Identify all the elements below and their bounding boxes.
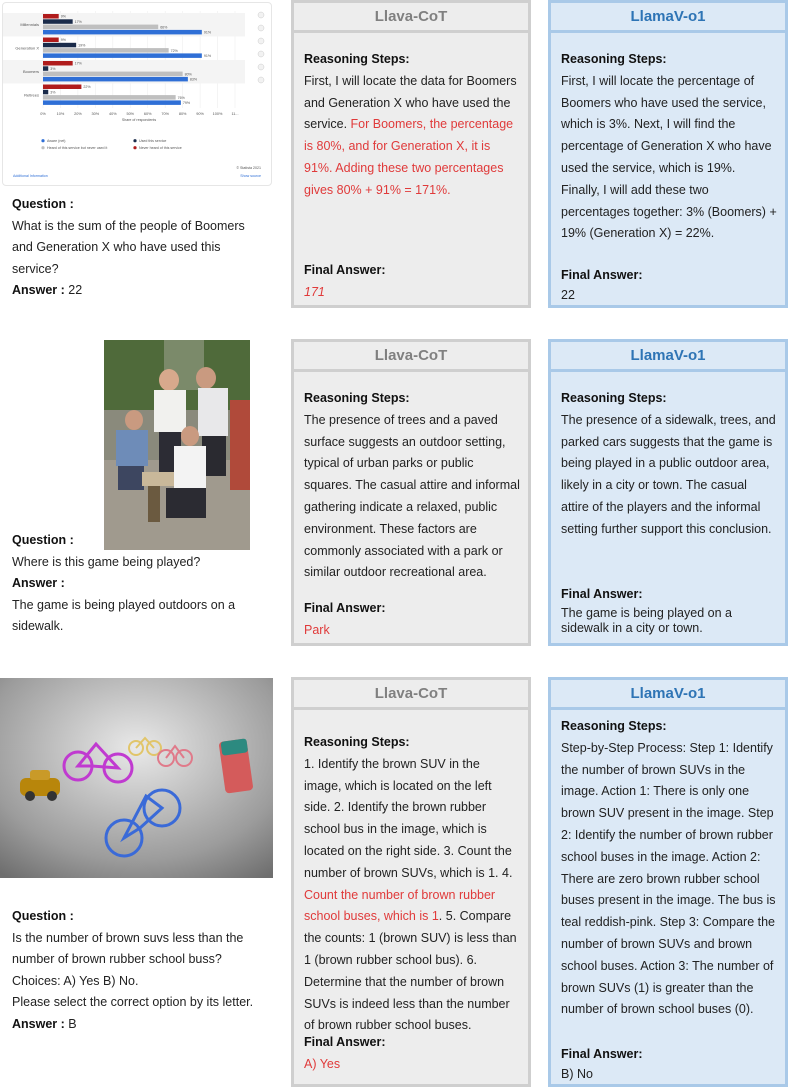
row1-answer-label: Answer : — [12, 283, 65, 297]
row3-answer-text: B — [68, 1016, 77, 1031]
chart-bar — [43, 66, 48, 71]
chart-value-label: 3% — [50, 90, 56, 95]
row1-llava-body — [304, 49, 520, 202]
row3-llava-final-answer: A) Yes — [304, 1056, 341, 1071]
row2-llava-final — [304, 598, 520, 642]
row1-llama-title: LlamaV-o1 — [551, 3, 785, 33]
chart-value-label: 72% — [170, 48, 178, 53]
chart-value-label: 3% — [50, 67, 56, 71]
row2-answer-text: The game is being played outdoors on a sidewalk. — [12, 597, 236, 633]
chart-bar — [43, 77, 188, 82]
row2-llama-reasoning-label: Reasoning Steps: — [561, 391, 667, 405]
row1-llama-panel — [548, 0, 788, 308]
chart-bar — [43, 30, 202, 35]
row3-llava-reasoning-error: Count the number of brown rubber school buses, which is 1 — [304, 887, 496, 924]
street-game-photo — [104, 340, 250, 550]
row1-llava-final-label: Final Answer: — [304, 263, 386, 277]
row2-llama-final-answer: The game is being played on a sidewalk in a city or town. — [561, 605, 732, 635]
chart-footer-copyright: © Statista 2021 — [236, 166, 261, 170]
chart-legend-label: Used this service — [139, 139, 167, 143]
chart-toolbar-icon — [258, 12, 264, 18]
row2-llava-reasoning-label: Reasoning Steps: — [304, 391, 410, 405]
row3-llama-reasoning-label: Reasoning Steps: — [561, 719, 667, 733]
chart-x-tick-label: 30% — [91, 112, 100, 116]
chart-x-tick-label: 90% — [196, 112, 204, 116]
chart-x-tick-label: 80% — [178, 112, 187, 116]
chart-legend-label: Never heard of this service — [139, 146, 182, 150]
chart-value-label: 9% — [60, 38, 66, 43]
chart-x-tick-label: 0% — [40, 112, 46, 116]
chart-x-tick-label: 70% — [161, 112, 169, 116]
row3-question-label: Question : — [12, 909, 74, 923]
row2-llama-final — [561, 584, 777, 636]
chart-bar — [43, 43, 76, 48]
row1-answer-text: 22 — [68, 283, 83, 297]
row3-llava-final — [304, 1032, 520, 1074]
row1-llava-reasoning-label: Reasoning Steps: — [304, 52, 410, 66]
row1-llava-panel — [291, 0, 531, 308]
chart-x-axis-label: Share of respondents — [121, 118, 157, 122]
row3-llama-final-answer: B) No — [561, 1066, 593, 1081]
row3-question-text: Is the number of brown suvs less than the number of brown rubber school buss? — [12, 930, 244, 966]
chart-value-label: 91% — [203, 30, 212, 35]
chart-toolbar-icon — [258, 51, 264, 57]
row1-llava-reasoning-error: For Boomers, the percentage is 80%, and for Generation X, it is 91%. Adding these two percentages gives 80% + 91% = 171%. — [304, 117, 514, 197]
chart-x-tick-label: 40% — [109, 112, 117, 116]
row3-llama-final — [561, 1044, 777, 1082]
row3-question-block — [12, 906, 272, 1035]
row1-llama-final-label: Final Answer: — [561, 268, 643, 282]
chart-legend-marker — [41, 139, 44, 142]
chart-category-label: Millennials — [20, 21, 39, 27]
chart-value-label: 19% — [78, 43, 86, 48]
row2-answer-label: Answer : — [12, 576, 65, 590]
chart-legend-marker — [133, 139, 136, 142]
chart-bar — [43, 100, 181, 105]
row2-llava-title: Llava-CoT — [294, 342, 528, 372]
row1-question-label: Question : — [12, 197, 74, 211]
chart-x-tick-label: 60% — [143, 112, 152, 116]
row1-llava-reasoning-text: First, I will locate the data for Boomers and Generation X who have used the service. — [304, 73, 517, 132]
chart-bar — [43, 90, 48, 95]
row1-llava-title: Llava-CoT — [294, 3, 528, 33]
row1-llama-final — [561, 265, 777, 303]
clevr-scene-image — [0, 678, 273, 878]
row2-llava-panel — [291, 339, 531, 646]
row3-llava-final-label: Final Answer: — [304, 1035, 386, 1049]
row1-llava-reasoning — [304, 71, 520, 202]
row3-llama-panel — [548, 677, 788, 1087]
chart-category-label: Retirees — [24, 92, 39, 98]
chart-footer-additional-info: Additional Information — [13, 174, 48, 178]
chart-legend-marker — [41, 146, 44, 149]
chart-value-label: 9% — [60, 14, 66, 19]
chart-toolbar-icon — [258, 25, 264, 31]
chart-legend-label: Aware (net) — [47, 139, 66, 143]
chart-svg — [3, 3, 271, 185]
street-game-photo-svg — [104, 340, 250, 550]
row3-instruction: Please select the correct option by its letter. — [12, 995, 254, 1009]
clevr-scene-svg — [0, 678, 273, 878]
row3-llava-panel — [291, 677, 531, 1087]
chart-x-tick-label: 100% — [212, 112, 223, 116]
row3-llava-reasoning-text: 1. Identify the brown SUV in the image, which is located on the left side. 2. Identify the brown rubber school bus in the image, which is located on the right side. 3. Count the number of brown SUVs, which is 1. 4. — [304, 756, 513, 880]
row3-llava-reasoning-text-end: . 5. Compare the counts: 1 (brown SUV) is less than 1 (brown rubber school bus). 6. Determine that the number of brown SUVs is indeed less than the number of brown rubber school buses. — [304, 909, 517, 1033]
chart-x-tick-label: 10% — [56, 112, 65, 116]
row2-llava-final-label: Final Answer: — [304, 601, 386, 615]
row2-llama-reasoning: The presence of a sidewalk, trees, and parked cars suggests that the game is being played in a public outdoor area, likely in a city or town. The casual attire of the players and the informal setting further support this conclusion. — [561, 412, 776, 536]
chart-legend-marker — [133, 146, 136, 149]
row2-llava-final-answer: Park — [304, 622, 330, 637]
chart-category-label: Boomers — [22, 68, 39, 74]
chart-value-label: 17% — [74, 61, 82, 66]
chart-bar — [43, 48, 169, 53]
row2-llava-reasoning: The presence of trees and a paved surface suggests an outdoor setting, typical of urban parks or public squares. The casual attire and informal gathering indicate a relaxed, public environment. These factors are commonly associated with a park or similar outdoor recreational area. — [304, 412, 520, 580]
row1-llama-final-answer: 22 — [561, 287, 575, 302]
row1-llama-reasoning: First, I will locate the percentage of Boomers who have used the service, which is 3%. Next, I will find the percentage of Generation X who have used the service, which is 19%. Finally, I will add these two percentages together: 3% (Boomers) + 19% (Generation X) = 22%. — [561, 73, 777, 241]
chart-bar — [43, 38, 59, 43]
row2-llama-panel — [548, 339, 788, 646]
chart-bar — [43, 25, 158, 30]
chart-value-label: 66% — [160, 25, 168, 30]
chart-footer-show-source: Show source — [240, 174, 261, 178]
chart-x-tick-label: 50% — [126, 112, 135, 116]
chart-legend-label: Heard of this service but never used it — [47, 146, 108, 150]
chart-value-label: 76% — [177, 95, 185, 100]
chart-value-label: 22% — [83, 85, 91, 90]
row1-llama-reasoning-label: Reasoning Steps: — [561, 52, 667, 66]
chart-value-label: 80% — [184, 72, 192, 77]
row1-question-block — [12, 194, 262, 302]
row2-question-text: Where is this game being played? — [12, 554, 201, 569]
chart-bar — [43, 14, 59, 19]
row3-llama-body — [561, 716, 777, 1021]
chart-bar — [43, 72, 183, 77]
row1-llava-final — [304, 260, 520, 304]
row3-llava-title: Llava-CoT — [294, 680, 528, 710]
chart-bar — [43, 95, 176, 100]
row1-llama-body — [561, 49, 777, 245]
statista-bar-chart — [2, 2, 272, 186]
row3-answer-label: Answer : — [12, 1016, 65, 1031]
row3-llama-final-label: Final Answer: — [561, 1047, 643, 1061]
row1-question-text: What is the sum of the people of Boomers and Generation X who have used this service? — [12, 218, 245, 276]
row3-llama-reasoning: Step-by-Step Process: Step 1: Identify the number of brown SUVs in the image. Action 1: There is only one brown SUV present in the image. Step 2: Identify the number of brown rubber school buses in the image. Action 2: There are zero brown rubber school buses present in the image. The bus is teal reddish-pink. Step 3: Compare the number of brown SUVs and brown school buses. Action 3: The number of brown SUVs (1) is greater than the number of brown school buses (0). — [561, 740, 776, 1017]
chart-bar — [43, 53, 202, 58]
row3-llava-reasoning-label: Reasoning Steps: — [304, 735, 410, 749]
chart-bar — [43, 19, 73, 24]
row2-llama-body — [561, 388, 777, 541]
chart-value-label: 17% — [74, 20, 82, 24]
row2-question-label: Question : — [12, 533, 74, 547]
row3-llama-title: LlamaV-o1 — [551, 680, 785, 710]
chart-bar — [43, 61, 73, 66]
row2-llama-title: LlamaV-o1 — [551, 342, 785, 372]
chart-value-label: 91% — [203, 54, 212, 59]
row2-question-block — [12, 530, 262, 638]
chart-x-tick-label: 20% — [74, 112, 82, 116]
chart-toolbar-icon — [258, 77, 264, 83]
row2-llama-final-label: Final Answer: — [561, 587, 643, 601]
chart-category-label: Generation X — [15, 45, 39, 51]
row2-llava-body — [304, 388, 520, 584]
chart-toolbar-icon — [258, 38, 264, 44]
row1-llava-final-answer: 171 — [304, 284, 325, 299]
chart-bar — [43, 85, 81, 90]
chart-value-label: 83% — [189, 77, 198, 82]
row3-choices: Choices: A) Yes B) No. — [12, 973, 139, 988]
row3-llava-body — [304, 732, 520, 1037]
chart-x-tick-label: 11... — [231, 112, 239, 116]
chart-toolbar-icon — [258, 64, 264, 70]
chart-value-label: 79% — [182, 101, 191, 106]
row3-llava-reasoning — [304, 754, 520, 1037]
